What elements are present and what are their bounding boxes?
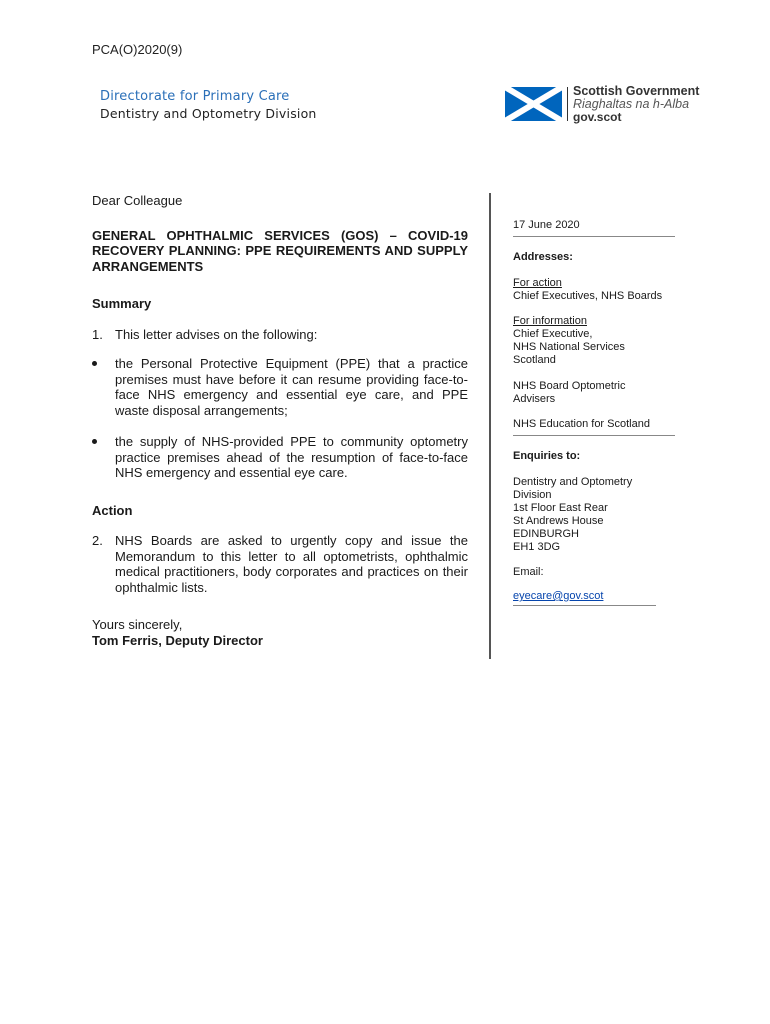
address-line: St Andrews House bbox=[513, 515, 604, 527]
letter-date: 17 June 2020 bbox=[513, 219, 580, 231]
paragraph-number: 1. bbox=[92, 326, 103, 342]
bullet-item bbox=[92, 356, 468, 418]
for-action-text: Chief Executives, NHS Boards bbox=[513, 290, 663, 302]
address-line: Dentistry and Optometry bbox=[513, 476, 633, 488]
education-line: NHS Education for Scotland bbox=[513, 418, 650, 430]
paragraph-text: This letter advises on the following: bbox=[115, 326, 318, 342]
bullet-item bbox=[92, 434, 468, 481]
separator-line bbox=[513, 236, 675, 237]
letter-heading: GENERAL OPHTHALMIC SERVICES (GOS) – COVID-19 RECOVERY PLANNING: PPE REQUIREMENTS AND SUPPLY ARRANGEMENTS bbox=[92, 227, 468, 274]
info-line: NHS National Services bbox=[513, 341, 625, 353]
info-line: Scotland bbox=[513, 354, 556, 366]
signatory: Tom Ferris, Deputy Director bbox=[92, 632, 263, 648]
saltire-flag-icon bbox=[505, 87, 562, 121]
address-sidebar bbox=[513, 219, 683, 606]
summary-heading: Summary bbox=[92, 296, 152, 311]
logo-line-english: Scottish Government bbox=[573, 84, 700, 98]
logo-line-gaelic: Riaghaltas na h-Alba bbox=[573, 97, 690, 111]
greeting: Dear Colleague bbox=[92, 193, 183, 208]
paragraph-number: 2. bbox=[92, 533, 103, 548]
letter-body bbox=[92, 193, 468, 648]
action-heading: Action bbox=[92, 502, 133, 518]
closing-line: Yours sincerely, bbox=[92, 617, 183, 632]
logo-line-domain: gov.scot bbox=[573, 110, 622, 124]
info-line: Chief Executive, bbox=[513, 328, 593, 340]
for-information-label: For information bbox=[513, 315, 587, 327]
separator-line bbox=[513, 435, 675, 436]
address-line: EH1 3DG bbox=[513, 541, 561, 553]
enquiries-heading: Enquiries to: bbox=[513, 450, 581, 462]
reference-number: PCA(O)2020(9) bbox=[92, 42, 183, 57]
logo-divider bbox=[567, 87, 568, 121]
email-label: Email: bbox=[513, 566, 544, 578]
advisers-line: NHS Board Optometric bbox=[513, 380, 626, 392]
address-line: Division bbox=[513, 489, 552, 501]
advisers-line: Advisers bbox=[513, 393, 556, 405]
division-name: Dentistry and Optometry Division bbox=[100, 106, 317, 121]
addresses-heading: Addresses: bbox=[513, 251, 573, 263]
column-divider bbox=[489, 193, 491, 659]
bullet-icon bbox=[92, 439, 97, 444]
bullet-icon bbox=[92, 361, 97, 366]
numbered-paragraph-1 bbox=[92, 327, 468, 343]
bullet-text: the Personal Protective Equipment (PPE) that a practice premises must have before it can resume providing face-to-face NHS emergency and essential eye care, and PPE waste disposal arrangements; bbox=[115, 356, 468, 418]
separator-line bbox=[513, 605, 656, 606]
address-line: 1st Floor East Rear bbox=[513, 502, 608, 514]
for-action-label: For action bbox=[513, 277, 562, 289]
bullet-text: the supply of NHS-provided PPE to community optometry practice premises ahead of the resumption of face-to-face NHS emergency and essential eye care. bbox=[115, 434, 468, 480]
numbered-paragraph-2 bbox=[92, 533, 468, 595]
paragraph-text: NHS Boards are asked to urgently copy and issue the Memorandum to this letter to all optometrists, ophthalmic medical practitioners, body corporates and practices on their ophthalmic lists. bbox=[115, 533, 468, 595]
scottish-government-logo bbox=[505, 85, 705, 125]
directorate-name: Directorate for Primary Care bbox=[100, 89, 290, 104]
email-link[interactable]: eyecare@gov.scot bbox=[513, 590, 604, 602]
address-line: EDINBURGH bbox=[513, 528, 580, 540]
